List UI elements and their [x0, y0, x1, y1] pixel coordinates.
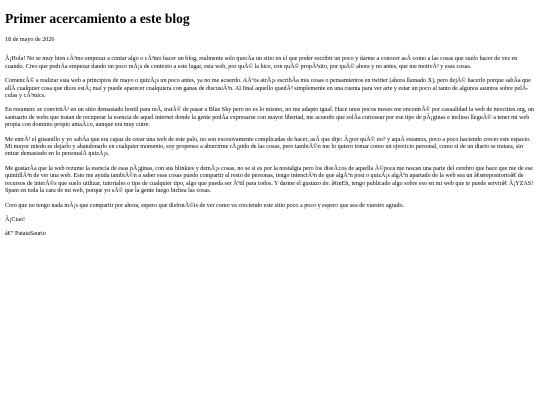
- post-paragraph: Me entrÃ³ el gusanillo y yo sabÃa que era capaz de crear una web de este palo, no son excesivamente complicadas de hacer, asÃ que dije: Â¡por quÃ© no? y aquÃ estamos, poco a poco haciendo crecer este espacio. Mi mayor miedo es dejarlo y abandonarlo en cualquier momento, soy propenso a aburrirme rÃ¡pido de las cosas, pero tambiÃ©n me lo quiero tomar como un ejercicio personal, como si de un diario se tratara, sin entrar demasiado en lo personalÃ quizÃ¡s.: [5, 136, 531, 158]
- post-farewell: Â¡Ciao!: [5, 216, 25, 223]
- post-paragraph: Creo que no tengo nada mÃ¡s que compartir por ahora, espero que disfrutÃ©is de ver como va creciendo este sitio poco a poco y espero que sea de vuestro agrado.: [5, 202, 405, 209]
- post-date: 18 de mayo de 2026: [5, 37, 55, 43]
- post-paragraph: ComencÃ© a realizar esta web a principios de mayo o quizÃ¡s un poco antes, ya no me acuerdo. AÃºos atrÃ¡s escribÃa mis cosas o pensamientos en twitter (ahora llamado X), pero dejÃ© hacerlo porque sabÃa que allÃ cualquier cosa que dices estÃ¡ mal y puede aparecer cualquiera con ganas de discusiÃ³n. Al final aquello quedÃ³ simplemente en una cuenta para ver arte y estar un poco al tanto de algunos asuntos sobre pelÃculas y cÃ³mics.: [5, 78, 531, 100]
- post-paragraph: En resumen: se convirtiÃ³ en un sitio demasiado hostil para mÃ, tratÃ© de pasar a Blue Sky pero no es lo mismo, no me adapto igual. Hace unos pocos meses me encontrÃ© por casualidad la web de neocities.org, un santuario de webs que tratan de recuperar la esencia de aquel internet donde la gente podÃa expresarse con mayor libertad, me acuerdo que solÃa curiosear por ese tipo de pÃ¡ginas e incluso lleguÃ© a tener mi web propia con dominio propio antaÃ±o, aunque era muy cutre.: [5, 107, 534, 129]
- post-paragraph: Me gustarÃa que la web rezume la esencia de esas pÃ¡ginas, con sus blinkies y demÃ¡s cosas, no se si es por la nostalgia pero los diseÃ±os de aquella Ã©poca me rascan una parte del cerebro que hace que me de ese quintillÃ³n de ver una web. Esto me ayuda tambiÃ©n a saber esas cosas puedo compartir al resto de personas, tengo intenciÃ³n de que algÃºn post o quizÃ¡s algÃºn apartado de la web sea un â€œrepositorioâ€ de recursos de interÃ©s que suelo utilizar, tutoriales o tips de cualquier tipo, algo que pueda ser Ãºtil para todos. Y darme el gustazo de: â€œEh, tengo publicado algo sobre eso en mi web que te puede servirâ€ Â¡YZAS! Spam en toda la cara de mi web, porque yo sÃ© que la gente luego bichea las cosas.: [5, 165, 534, 195]
- post-title: Primer acercamiento a este blog: [5, 11, 190, 26]
- post-paragraph: Â¡Hola! No se muy bien cÃ³mo empezar a contar algo o cÃ³mo hacer un blog, realmente solo querÃa un sitio en el que poder escribir un poco y darme a conocer asÃ como a las cosas que suelo hacer de vez en cuando. Creo que podrÃa empezar dando un poco mÃ¡s de contexto a este lugar, esta web, por quÃ© la hice, con quÃ© propÃ³sito, por quÃ© ahora y no antes, que me motivÃ³ y esas cosas.: [5, 56, 518, 70]
- post-signature: â€” PatataSaurio: [5, 231, 46, 238]
